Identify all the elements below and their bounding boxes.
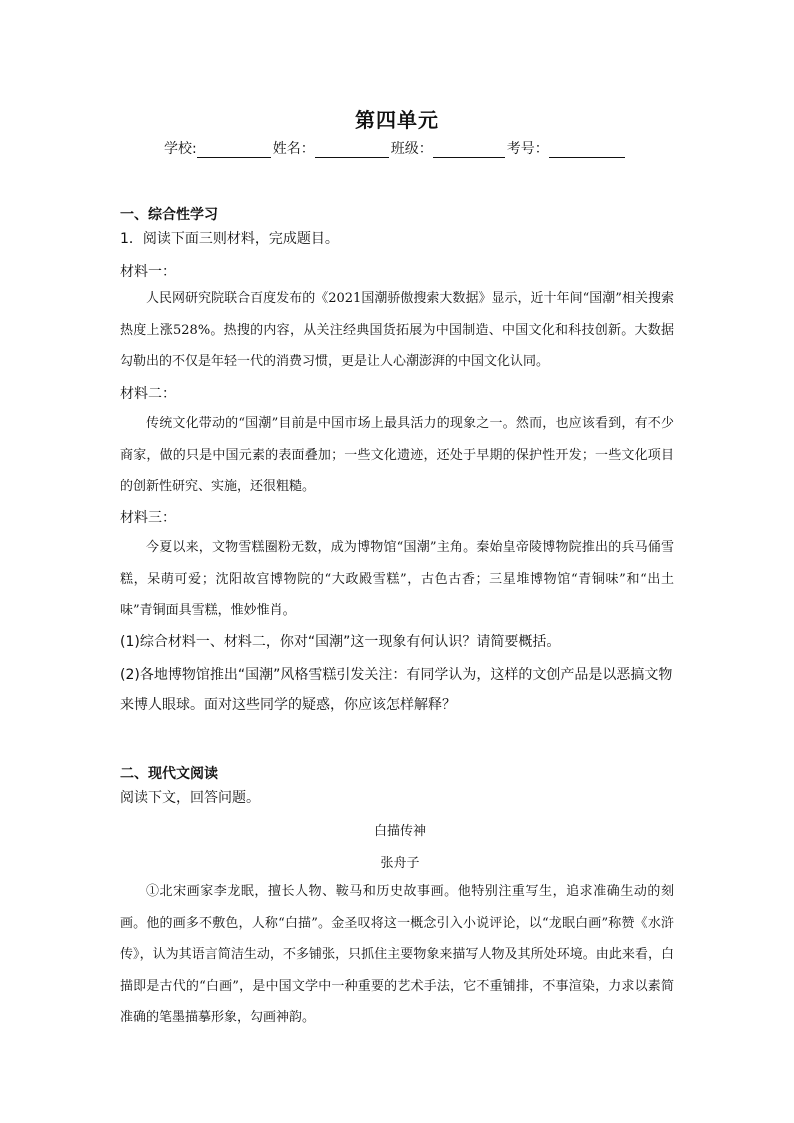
- school-blank[interactable]: [197, 143, 271, 158]
- article-title: 白描传神: [373, 824, 426, 839]
- page-title: 第四单元: [355, 108, 439, 132]
- sub-question-2: (2)各地博物馆推出“国潮”风格雪糕引发关注：有同学认为，这样的文创产品是以恶搞文物来博人眼球。面对这些同学的疑惑，你应该怎样解释？: [120, 667, 673, 713]
- reading-instruction: 阅读下文，回答问题。: [120, 790, 260, 806]
- class-label: 班级：: [390, 141, 433, 157]
- school-label: 学校:: [164, 141, 197, 157]
- material-1-label: 材料一：: [120, 264, 176, 280]
- name-blank[interactable]: [315, 143, 389, 158]
- class-blank[interactable]: [433, 143, 505, 158]
- number-blank[interactable]: [549, 143, 625, 158]
- material-3-text: 今夏以来，文物雪糕圈粉无数，成为博物馆“国潮”主角。秦始皇帝陵博物院推出的兵马俑雪糕，呆萌可爱；沈阳故宫博物院的“大政殿雪糕”，古色古香；三星堆博物馆“青铜味”和“出土味”青铜面具雪糕，惟妙惟肖。: [120, 540, 674, 618]
- article-paragraph-1: ①北宋画家李龙眠，擅长人物、鞍马和历史故事画。他特别注重写生，追求准确生动的刻画。他的画多不敷色，人称“白描”。金圣叹将这一概念引入小说评论，以“龙眠白画”称赞《水浒传》，认为其语言简洁生动，不多铺张，只抓住主要物象来描写人物及其所处环境。由此来看，白描即是古代的“白画”，是中国文学中一种重要的艺术手法，它不重铺排，不事渲染，力求以素简准确的笔墨描摹形象，勾画神韵。: [120, 884, 674, 1025]
- material-2-text: 传统文化带动的“国潮”目前是中国市场上最具活力的现象之一。然而，也应该看到，有不少商家，做的只是中国元素的表面叠加；一些文化遗迹，还处于早期的保护性开发；一些文化项目的创新性研究、实施，还很粗糙。: [120, 416, 674, 494]
- student-info-line: [164, 138, 627, 158]
- material-2-label: 材料二：: [120, 386, 176, 402]
- question-1: 1．阅读下面三则材料，完成题目。: [120, 231, 339, 247]
- name-label: 姓名：: [272, 141, 315, 157]
- material-3-label: 材料三：: [120, 510, 176, 526]
- material-1-text: 人民网研究院联合百度发布的《2021国潮骄傲搜索大数据》显示，近十年间“国潮”相关搜索热度上涨528%。热搜的内容，从关注经典国货拓展为中国制造、中国文化和科技创新。大数据勾勒出的不仅是年轻一代的消费习惯，更是让人心潮澎湃的中国文化认同。: [120, 291, 674, 369]
- section-heading-1: 一、综合性学习: [120, 207, 218, 223]
- article-author: 张舟子: [380, 856, 420, 871]
- number-label: 考号：: [506, 141, 549, 157]
- section-heading-2: 二、现代文阅读: [120, 766, 218, 782]
- sub-question-1: (1)综合材料一、材料二，你对“国潮”这一现象有何认识？请简要概括。: [120, 634, 561, 650]
